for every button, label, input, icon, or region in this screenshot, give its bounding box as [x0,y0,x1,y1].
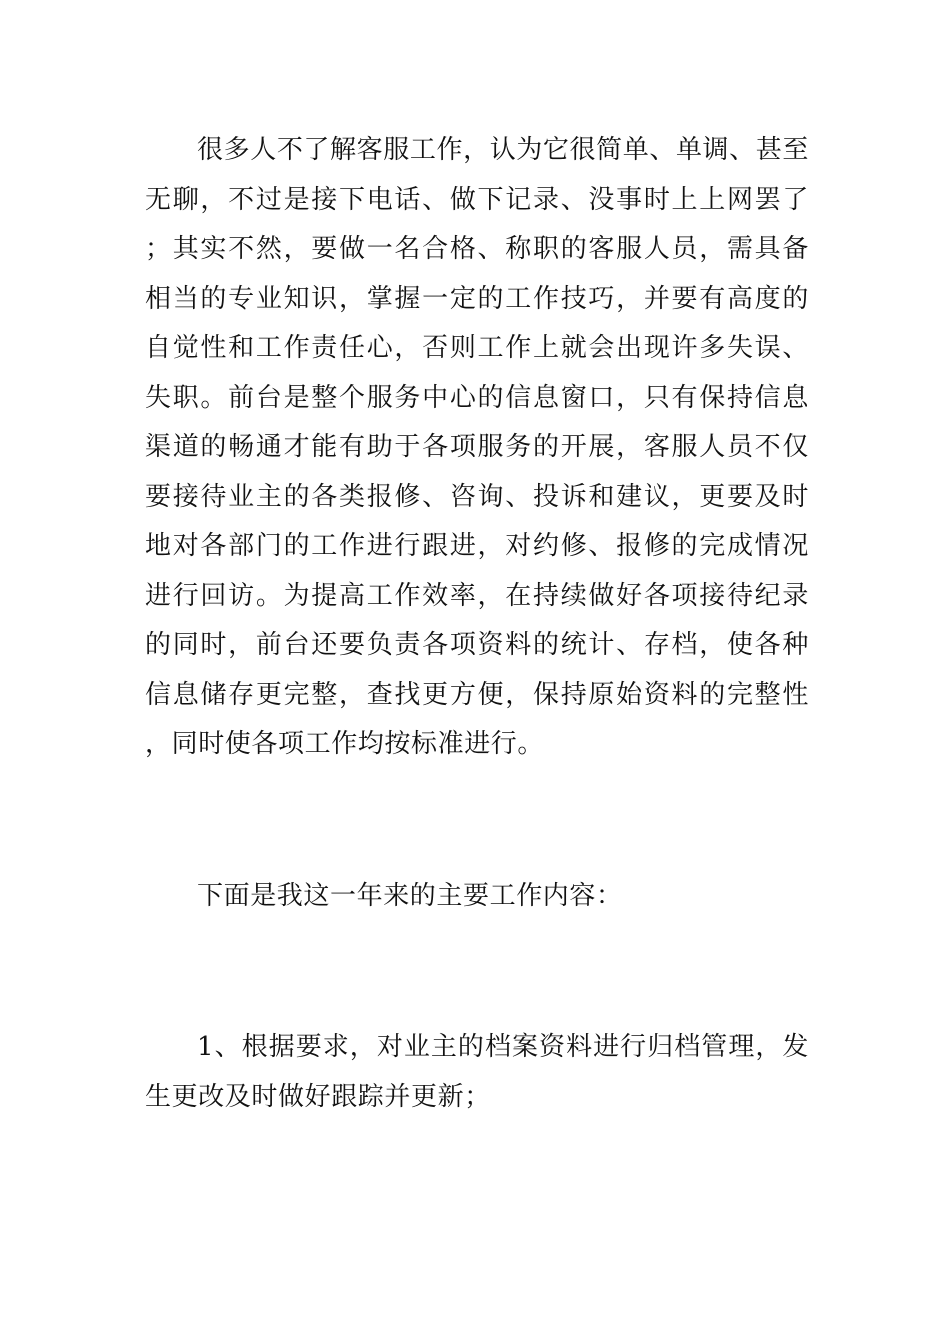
paragraph-text: 很多人不了解客服工作，认为它很简单、单调、甚至无聊，不过是接下电话、做下记录、没事时上上网罢了；其实不然，要做一名合格、称职的客服人员，需具备相当的专业知识，掌握一定的工作技巧，并要有高度的自觉性和工作责任心，否则工作上就会出现许多失误、失职。前台是整个服务中心的信息窗口，只有保持信息渠道的畅通才能有助于各项服务的开展，客服人员不仅要接待业主的各类报修、咨询、投诉和建议，更要及时地对各部门的工作进行跟进，对约修、报修的完成情况进行回访。为提高工作效率，在持续做好各项接待纪录的同时，前台还要负责各项资料的统计、存档，使各种信息储存更完整，查找更方便，保持原始资料的完整性，同时使各项工作均按标准进行。 [145,135,809,759]
paragraph-text: 1、根据要求，对业主的档案资料进行归档管理，发生更改及时做好跟踪并更新； [145,1032,809,1112]
paragraph-section-lead [145,872,809,922]
paragraph-text: 下面是我这一年来的主要工作内容： [197,881,623,911]
paragraph-intro [145,126,809,770]
paragraph-item-1 [145,1023,809,1122]
